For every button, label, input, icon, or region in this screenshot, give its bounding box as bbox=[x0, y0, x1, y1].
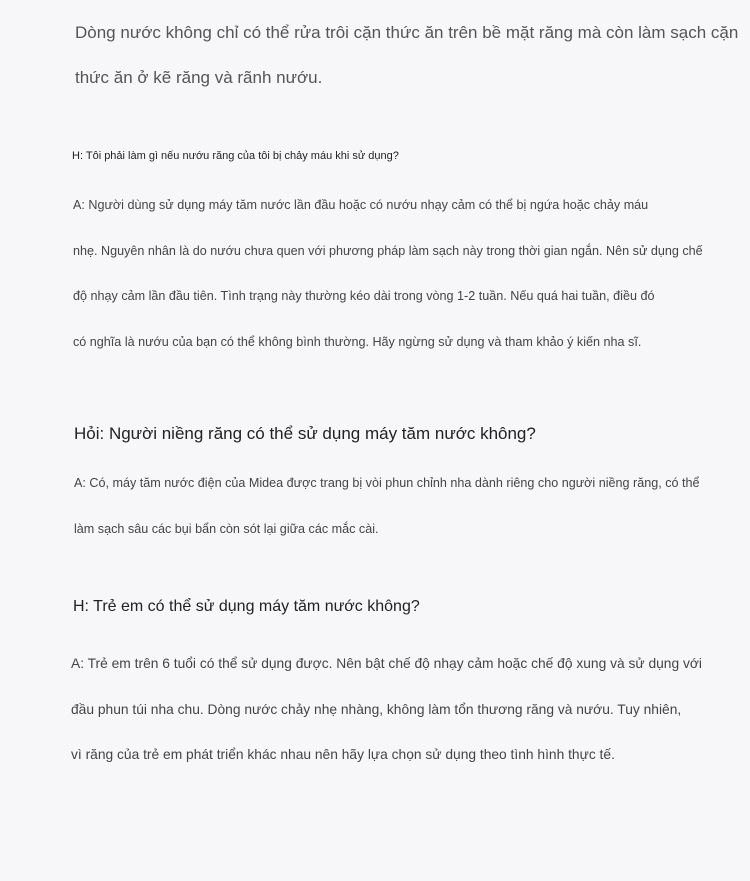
faq1-answer-line: có nghĩa là nướu của bạn có thể không bình thường. Hãy ngừng sử dụng và tham khảo ý kiến nha sĩ. bbox=[73, 334, 642, 349]
faq3-answer bbox=[71, 641, 711, 778]
faq1-question: H: Tôi phải làm gì nếu nướu răng của tôi bị chảy máu khi sử dụng? bbox=[72, 150, 399, 162]
faq3-question: H: Trẻ em có thể sử dụng máy tăm nước không? bbox=[73, 598, 420, 615]
faq3-answer-line: đầu phun túi nha chu. Dòng nước chảy nhẹ nhàng, không làm tổn thương răng và nướu. Tuy nhiên, bbox=[71, 701, 682, 717]
faq2-answer bbox=[74, 461, 714, 552]
faq2-answer-line: làm sạch sâu các bụi bẩn còn sót lại giữa các mắc cài. bbox=[74, 521, 379, 536]
faq1-answer-line: nhẹ. Nguyên nhân là do nướu chưa quen với phương pháp làm sạch này trong thời gian ngắn. Nên sử dụng chế bbox=[73, 243, 703, 258]
faq2-answer-line: A: Có, máy tăm nước điện của Midea được trang bị vòi phun chỉnh nha dành riêng cho người niềng răng, có thể bbox=[74, 476, 700, 490]
faq1-answer-line: A: Người dùng sử dụng máy tăm nước lần đầu hoặc có nướu nhạy cảm có thể bị ngứa hoặc chảy máu bbox=[73, 198, 649, 212]
faq1-answer bbox=[73, 183, 713, 365]
faq1-answer-line: độ nhạy cảm lần đầu tiên. Tình trạng này thường kéo dài trong vòng 1-2 tuần. Nếu quá hai tuần, điều đó bbox=[73, 289, 655, 304]
intro-line-1: Dòng nước không chỉ có thể rửa trôi cặn thức ăn trên bề mặt răng mà còn làm sạch cặn bbox=[75, 23, 739, 42]
intro-paragraph bbox=[75, 10, 739, 100]
faq2-question: Hỏi: Người niềng răng có thể sử dụng máy tăm nước không? bbox=[74, 424, 536, 443]
intro-line-2: thức ăn ở kẽ răng và rãnh nướu. bbox=[75, 68, 323, 87]
faq3-answer-line: vì răng của trẻ em phát triển khác nhau nên hãy lựa chọn sử dụng theo tình hình thực tế. bbox=[71, 747, 615, 763]
faq3-answer-line: A: Trẻ em trên 6 tuổi có thể sử dụng được. Nên bật chế độ nhạy cảm hoặc chế độ xung và sử dụng với bbox=[71, 656, 702, 671]
